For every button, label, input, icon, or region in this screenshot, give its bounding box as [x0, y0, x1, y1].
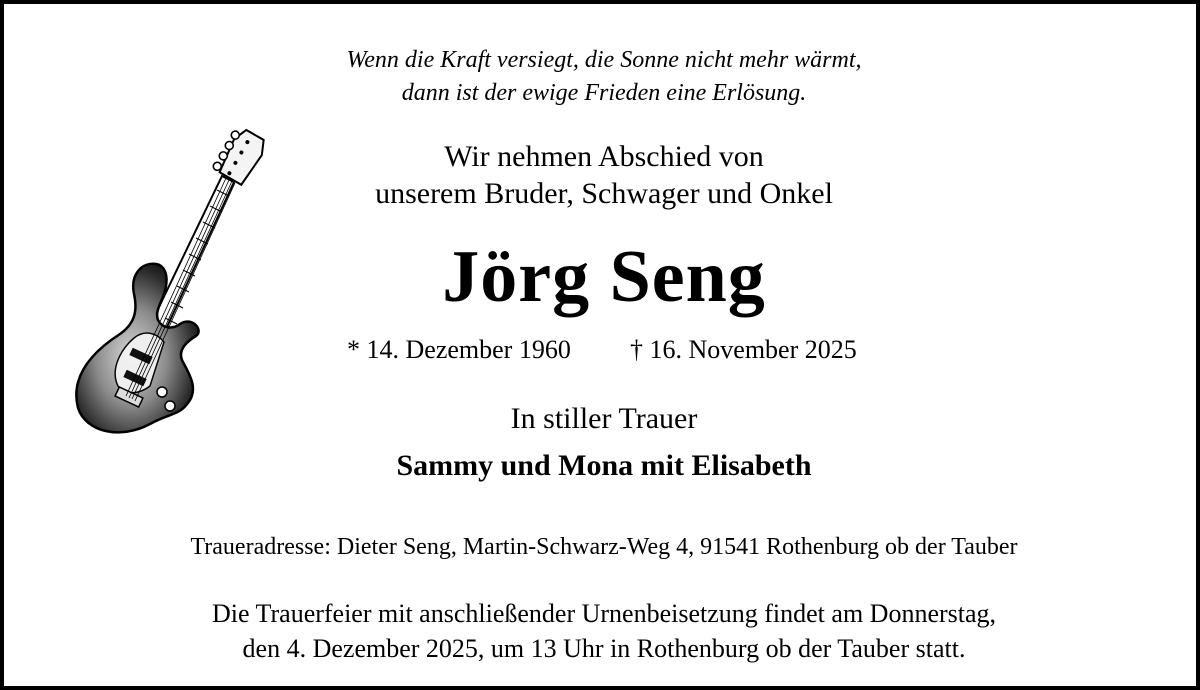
farewell-intro [4, 138, 1200, 212]
intro-line-2: unserem Bruder, Schwager und Onkel [375, 177, 833, 210]
life-dates [4, 332, 1200, 368]
family-names: Sammy und Mona mit Elisabeth [396, 449, 812, 482]
mourning-label: In stiller Trauer [510, 402, 698, 435]
motto-line-1: Wenn die Kraft versiegt, die Sonne nicht mehr wärmt, [346, 47, 862, 73]
intro-line-1: Wir nehmen Abschied von [444, 140, 764, 173]
motto-quote [4, 44, 1200, 110]
death-date: † 16. November 2025 [630, 335, 857, 364]
birth-date: * 14. Dezember 1960 [347, 335, 571, 364]
ceremony-line-2: den 4. Dezember 2025, um 13 Uhr in Rothenburg ob der Tauber statt. [242, 634, 966, 663]
deceased-name: Jörg Seng [442, 236, 766, 318]
motto-line-2: dann ist der ewige Frieden eine Erlösung. [401, 80, 807, 106]
ceremony-info [4, 596, 1200, 666]
ceremony-line-1: Die Trauerfeier mit anschließender Urnenbeisetzung findet am Donnerstag, [211, 599, 997, 628]
mourning-address: Traueradresse: Dieter Seng, Martin-Schwarz-Weg 4, 91541 Rothenburg ob der Tauber [190, 534, 1018, 560]
